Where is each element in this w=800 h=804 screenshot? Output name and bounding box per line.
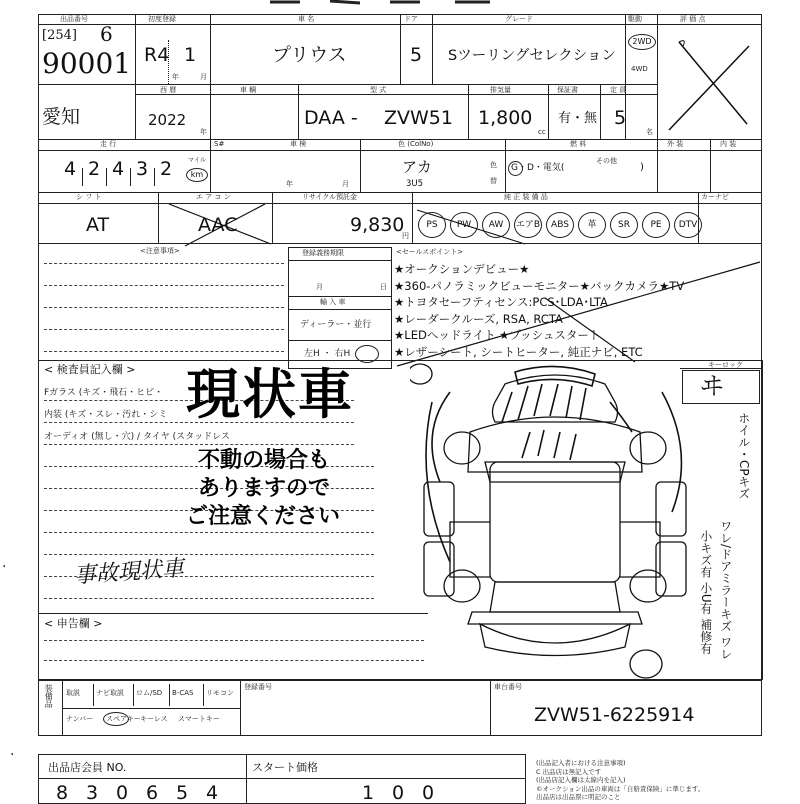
side-note-col2: 小キズ有 小U有 補修有 <box>698 530 713 655</box>
warranty: 有・無 <box>558 111 598 126</box>
insp-line-h <box>44 554 374 555</box>
insp-line-c <box>44 444 354 445</box>
caution-line-1 <box>44 263 284 264</box>
vdiv-lot <box>135 14 136 140</box>
car-name: プリウス <box>272 44 347 66</box>
bottom-equipment-item: ロム/SD <box>136 689 163 697</box>
equipment-item: 革 <box>578 212 606 238</box>
header-mileage: 走 行 <box>100 140 117 148</box>
bottom-equipment-item: ナビ取説 <box>96 689 124 697</box>
equipment-item: エアB <box>514 212 542 238</box>
footer-note: C 出品店は無記入です <box>536 767 602 776</box>
recycle-unit: 円 <box>402 232 409 240</box>
bottom-equipment-item: 取説 <box>66 689 80 697</box>
sales-point: ★360-パノラミックビューモニター★バックカメラ★TV <box>394 278 685 293</box>
bottom-equipment-item: スマートキー <box>178 715 220 723</box>
steer-value: 左H ・ 右H <box>304 349 351 359</box>
header-lot: 出品番号 <box>60 15 88 23</box>
equipment-item: PE <box>642 212 670 238</box>
displacement-unit: cc <box>538 128 546 136</box>
header-capacity: 定 員 <box>610 86 627 94</box>
header-first-reg: 初度登録 <box>148 15 176 23</box>
seller-digit: 6 <box>146 782 159 804</box>
header-report: < 申告欄 > <box>44 617 103 630</box>
bottom-side-label: 装備品 <box>44 684 54 708</box>
header-sales: <セールスポイント> <box>396 248 464 256</box>
bottom-sep <box>133 684 134 706</box>
bottom-equipment-item: B-CAS <box>172 689 194 697</box>
type-code: ZVW51 <box>384 107 453 129</box>
header-grade: グレード <box>505 15 533 23</box>
vdiv-fuel <box>657 139 658 193</box>
mileage-digit-sep <box>130 168 131 186</box>
footer-note: ©オークション出品の車両は「自賠責保険」に準じます。 <box>536 784 705 793</box>
mileage-header-line <box>38 150 762 151</box>
header-car-name: 車 名 <box>298 15 315 23</box>
inspector-line-2: 内装 (キズ・スレ・汚れ・シミ <box>44 410 168 420</box>
price-digit: 0 <box>392 782 405 804</box>
color-no: 3U5 <box>406 179 424 189</box>
seller-digit: 3 <box>86 782 99 804</box>
header-doors: ドア <box>404 15 418 23</box>
sales-cross-mark <box>395 258 763 370</box>
model-year: 2022 <box>148 111 187 129</box>
header-interior: 内 装 <box>720 140 737 148</box>
report-line-1 <box>44 640 424 641</box>
shift-value: AT <box>86 214 110 236</box>
equipment-item: SR <box>610 212 638 238</box>
vdiv-warr <box>600 84 601 140</box>
mileage-digit: 4 <box>64 158 77 180</box>
header-reg-deadline: 登録義務期限 <box>302 249 344 257</box>
header-caution: <注意事項> <box>140 247 180 255</box>
vdiv-recycle <box>412 192 413 244</box>
recycle-value: 9,830 <box>350 214 405 236</box>
mileage-digit-sep <box>82 168 83 186</box>
vdiv-chassis <box>490 680 491 736</box>
reg-month: 月 <box>316 283 323 291</box>
import-line <box>288 309 392 310</box>
margin-dot: · <box>2 559 7 575</box>
vdiv-footer <box>246 754 247 804</box>
stamp-main: 現状車 <box>186 363 354 426</box>
drive-2wd-circle: 2WD <box>628 34 656 50</box>
first-reg-month: 1 <box>184 44 197 66</box>
inspection-year: 年 <box>286 180 293 188</box>
steer-line <box>288 340 392 341</box>
report-divider <box>38 613 428 614</box>
header-inspection: 車 検 <box>290 140 307 148</box>
price-digit: 0 <box>422 782 435 804</box>
mileage-digit: 2 <box>160 158 173 180</box>
header-aircon: エ ア コ ン <box>196 193 231 201</box>
car-diagram <box>410 362 700 680</box>
seller-digit: 5 <box>176 782 189 804</box>
price-digit: 1 <box>362 782 375 804</box>
keylock-mark: ヰ <box>700 372 724 400</box>
vdiv-disp <box>548 84 549 140</box>
header-score: 評 価 点 <box>680 15 706 23</box>
header-type: 型 式 <box>370 86 387 94</box>
caution-line-3 <box>44 307 284 308</box>
model-year-unit: 年 <box>200 128 207 136</box>
sales-point: ★LEDヘッドライト ★プッシュスタート <box>394 328 601 342</box>
import-top-line <box>288 296 392 297</box>
vdiv-bottom-eq <box>240 680 241 736</box>
reg-day: 日 <box>380 283 387 291</box>
mileage-unit-top: マイル <box>188 157 206 164</box>
vdiv-mileage <box>210 139 211 193</box>
header-exterior: 外 装 <box>667 140 684 148</box>
displacement: 1,800 <box>478 107 533 129</box>
inspector-line-3: オーディオ (無し・穴) / タイヤ (スタッドレス <box>44 432 230 442</box>
sales-point: ★レーダークルーズ, RSA, RCTA <box>394 311 563 326</box>
equipment-item: PW <box>450 212 478 238</box>
caution-line-5 <box>44 351 284 352</box>
aircon-value: AAC <box>198 214 238 236</box>
vdiv-door <box>432 14 433 84</box>
mileage-digit-sep <box>154 168 155 186</box>
caution-line-2 <box>44 285 284 286</box>
lot-bracket: [254] <box>42 28 77 43</box>
capacity-unit: 名 <box>646 128 653 136</box>
bottom-sep <box>203 684 204 706</box>
caution-line-4 <box>44 329 284 330</box>
region: 愛知 <box>42 106 81 128</box>
fuel-other: その他 <box>596 157 617 165</box>
header-recycle: リサイクル預託金 <box>302 193 358 201</box>
vdiv-shift <box>158 192 159 244</box>
header-displacement: 排気量 <box>490 86 511 94</box>
seller-digit: 0 <box>116 782 129 804</box>
header-equipment: 純 正 装 備 品 <box>504 193 548 201</box>
insp-line-g <box>44 532 374 533</box>
header-line <box>38 24 658 25</box>
equipment-item: ABS <box>546 212 574 238</box>
header-color: 色 (ColNo) <box>398 140 434 148</box>
equipment-item: DTV <box>674 212 702 238</box>
header-keylock: キーロック <box>708 361 743 369</box>
bottom-sep <box>169 684 170 706</box>
header-inspector: < 検査員記入欄 > <box>44 363 136 376</box>
vdiv-color <box>505 139 506 193</box>
header-fuel: 燃 料 <box>570 140 587 148</box>
fuel-options: G・D・電気( <box>511 163 565 173</box>
vdiv-first <box>210 14 211 84</box>
row-divider-1 <box>38 84 658 85</box>
stamp-sub-2: ありますので <box>198 476 331 501</box>
equipment-item: AW <box>482 212 510 238</box>
spare-key-circle <box>103 712 129 726</box>
s-mark: S# <box>214 140 225 148</box>
vdiv-type <box>468 84 469 140</box>
first-reg-era: R4 <box>144 44 170 66</box>
grade: Sツーリングセレクション <box>448 48 616 64</box>
fuel-close: ) <box>640 162 644 173</box>
bottom-equipment-item: リモコン <box>206 689 234 697</box>
header-drive: 駆動 <box>628 15 642 23</box>
sales-point: ★レザーシート, シートヒーター, 純正ナビ, ETC <box>394 344 643 359</box>
header-registration: 車 輌 <box>240 86 257 94</box>
side-note-col1: ホイル・CPキズ <box>736 412 751 500</box>
chassis-value: ZVW51-6225914 <box>534 704 695 726</box>
first-reg-year-unit: 年 <box>172 73 179 81</box>
inspector-line-1: Fガラス (キズ・飛石・ヒビ・ <box>44 388 164 398</box>
mileage-digit: 3 <box>136 158 149 180</box>
header-seller: 出品店会員 NO. <box>48 761 127 774</box>
color-value: アカ <box>402 158 432 176</box>
header-chassis: 車台番号 <box>494 683 522 691</box>
mileage-unit-km: km <box>186 168 208 182</box>
seller-digit: 8 <box>56 782 69 804</box>
first-reg-month-unit: 月 <box>200 73 207 81</box>
inspection-month: 月 <box>342 180 349 188</box>
sales-point: ★トヨタセーフティセンス:PCS･LDA･LTA <box>394 295 608 309</box>
color-change: 替 <box>490 177 497 185</box>
footer-note: (出品店記入欄は太線内を記入) <box>536 776 626 784</box>
doors: 5 <box>410 44 423 66</box>
stamp-sub-1: 不動の場合も <box>198 448 331 473</box>
reg-header-line <box>288 260 392 261</box>
header-reg-no: 登録番号 <box>244 683 272 691</box>
footer-note: (出品記入者における注意事項) <box>536 759 626 767</box>
vdiv-exterior <box>710 139 711 193</box>
insp-line-j <box>44 598 374 599</box>
header-import: 輸 入 車 <box>320 298 346 306</box>
footer-line <box>38 778 526 779</box>
seller-digit: 4 <box>206 782 219 804</box>
bottom-equipment-item: ナンバー <box>66 715 94 723</box>
equipment-strike <box>415 200 715 246</box>
equipment-item: PS <box>418 212 446 238</box>
bottom-equipment-item: キーレス <box>140 715 168 723</box>
type-prefix: DAA - <box>304 107 358 129</box>
mileage-digit: 4 <box>112 158 125 180</box>
footer-note: 出品店は出品票に明記のこと <box>536 793 621 801</box>
report-line-2 <box>44 660 424 661</box>
vdiv-name <box>400 14 401 84</box>
lot-number: 90001 <box>42 47 132 80</box>
lot-mark: 6 <box>100 22 113 46</box>
row-divider-2 <box>135 94 658 95</box>
header-shift: シ フ ト <box>76 193 102 201</box>
header-start-price: スタート価格 <box>252 761 318 774</box>
bottom-equipment-item: スペアキー <box>106 715 141 723</box>
vdiv-year <box>210 84 211 140</box>
handwritten-note: 事故現状車 <box>73 556 185 589</box>
mileage-digit: 2 <box>88 158 101 180</box>
right-edge <box>762 360 763 680</box>
color-label: 色 <box>490 161 497 169</box>
bottom-mid-line <box>62 708 240 709</box>
import-value: ディーラー・並行 <box>300 320 372 330</box>
top-edge-marks <box>0 0 800 14</box>
vdiv-reg <box>298 84 299 140</box>
stamp-sub-3: ご注意ください <box>186 504 341 529</box>
capacity: 5 <box>614 107 627 129</box>
vdiv-inspection <box>360 139 361 193</box>
header-model-year: 西 暦 <box>160 86 177 94</box>
bottom-sep <box>93 684 94 706</box>
header-warranty: 保証書 <box>557 86 578 94</box>
side-note-col1b: ワレ/ドアミラーキズ ワレ <box>718 520 733 660</box>
mileage-digit-sep <box>106 168 107 186</box>
sales-point: ★オークションデビュー★ <box>394 262 530 276</box>
score-cross-mark <box>657 24 762 140</box>
header-carnavi: カーナビ <box>701 193 729 201</box>
drive-4wd: 4WD <box>631 65 648 73</box>
margin-dot-2: · <box>10 747 15 763</box>
